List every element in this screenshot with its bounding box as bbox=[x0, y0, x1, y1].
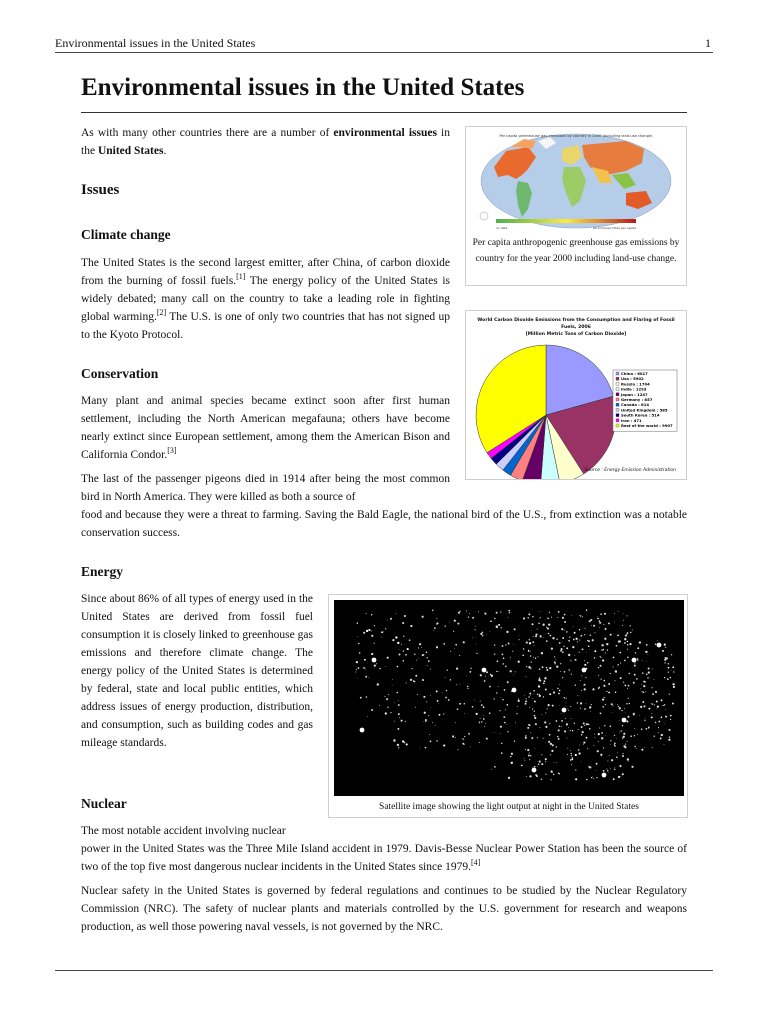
ref-2[interactable]: [2] bbox=[156, 308, 167, 318]
pie-legend-label: South Korea : 514 bbox=[621, 412, 660, 418]
heading-conservation: Conservation bbox=[81, 366, 159, 381]
pie-legend-label: Russia : 1704 bbox=[621, 381, 650, 387]
pie-title: World Carbon Dioxide Emissions from the Consumption and Flaring of Fossil Fuels, 2006 bbox=[477, 318, 675, 330]
figure-co2-pie-chart[interactable] bbox=[465, 310, 687, 480]
pie-legend-swatch bbox=[616, 377, 619, 380]
intro-paragraph: As with many other countries there are a number of environmental issues in the United States. bbox=[81, 127, 450, 157]
pie-legend-label: Iran : 471 bbox=[621, 417, 642, 423]
heading-issues: Issues bbox=[81, 182, 120, 198]
nuclear-paragraph-1a: The most notable accident involving nuclear bbox=[81, 825, 286, 837]
footer-rule bbox=[55, 970, 713, 971]
map-caption: Per capita anthropogenic greenhouse gas emissions by country for the year 2000 including land-use change. bbox=[472, 238, 680, 264]
ref-1[interactable]: [1] bbox=[236, 272, 246, 282]
map-inner-title: Per capita greenhouse gas emissions by country in 2000 (including land-use change) bbox=[499, 134, 653, 138]
pie-legend-label: Canada : 614 bbox=[621, 402, 649, 408]
heading-nuclear: Nuclear bbox=[81, 796, 127, 811]
map-legend-right: 44.9 tonnes CO2e per capita bbox=[592, 226, 636, 230]
pie-legend-swatch bbox=[616, 408, 619, 411]
conservation-paragraph-1: Many plant and animal species became extinct soon after first human settlement, including the North American megafauna; others have become nearly extinct since European settlement, among them the American Bison and California Condor.[3] bbox=[81, 395, 450, 461]
nuclear-paragraph-1b: power in the United States was the Three Mile Island accident in 1979. Davis-Besse Nuclear Power Station has been the source of two of the top five most dangerous nuclear incidents in the United States since 1979.[4] bbox=[81, 843, 687, 873]
running-header bbox=[55, 36, 713, 53]
pie-legend-swatch bbox=[616, 398, 619, 401]
link-environmental-issues[interactable]: environmental issues bbox=[333, 127, 437, 139]
pie-legend-label: United Kingdom : 585 bbox=[621, 407, 668, 413]
heading-energy: Energy bbox=[81, 564, 123, 579]
pie-chart-svg bbox=[466, 311, 686, 479]
pie-source: Source : Energy Emission Administration bbox=[584, 468, 676, 473]
pie-legend-label: China : 6017 bbox=[621, 371, 648, 376]
ref-3[interactable]: [3] bbox=[167, 446, 177, 456]
conservation-paragraph-2b: food and because they were a threat to farming. Saving the Bald Eagle, the national bird of the U.S., from extinction was a notable conservation success. bbox=[81, 509, 687, 539]
conservation-paragraph-2a: The last of the passenger pigeons died in 1914 after being the most common bird in North America. They were killed as both a source of bbox=[81, 473, 450, 503]
pie-legend-swatch bbox=[616, 388, 619, 391]
page-number: 1 bbox=[705, 36, 711, 50]
pie-legend-swatch bbox=[616, 372, 619, 375]
world-map-image bbox=[466, 127, 686, 235]
heading-climate-change: Climate change bbox=[81, 227, 171, 242]
climate-paragraph: The United States is the second largest emitter, after China, of carbon dioxide from the burning of fossil fuels.[1] The energy policy of the United States is widely debated; many call on the country to take a leading role in fighting global warming.[2] The U.S. is one of only two countries that has not signed up to the Kyoto Protocol. bbox=[81, 257, 450, 341]
pie-legend-swatch bbox=[616, 414, 619, 417]
nuclear-paragraph-2: Nuclear safety in the United States is governed by federal regulations and continues to be studied by the Nuclear Regulatory Commission (NRC). The safety of nuclear plants and materials controlled by the U.S. government for research and weapons production, as well those powering naval vessels, is not governed by the NRC. bbox=[81, 885, 687, 933]
pie-legend-label: Usa : 5902 bbox=[621, 376, 644, 382]
map-legend-left: no data bbox=[496, 226, 508, 230]
figure-night-lights[interactable] bbox=[328, 594, 688, 818]
pie-legend-label: Rest of the world : 9907 bbox=[621, 423, 673, 428]
pie-legend-label: India : 1293 bbox=[621, 386, 647, 392]
link-united-states[interactable]: United States bbox=[97, 145, 164, 157]
pie-legend-label: Japan : 1247 bbox=[621, 391, 648, 397]
pie-subtitle: [Million Metric Tons of Carbon Dioxide] bbox=[525, 332, 627, 337]
running-title: Environmental issues in the United States bbox=[55, 36, 256, 50]
ref-4[interactable]: [4] bbox=[470, 858, 481, 868]
pie-legend-swatch bbox=[616, 403, 619, 406]
pie-legend-label: Germany : 857 bbox=[621, 397, 653, 402]
pie-legend-swatch bbox=[616, 424, 619, 427]
page-title: Environmental issues in the United States bbox=[81, 70, 687, 113]
night-caption: Satellite image showing the light output at night in the United States bbox=[379, 802, 639, 812]
energy-paragraph: Since about 86% of all types of energy used in the United States are derived from fossil fuel consumption it is closely linked to greenhouse gas emissions and therefore climate change. The energy policy of the United States is determined by federal, state and local public entities, which address issues of energy production, distribution, and consumption, such as building codes and gas mileage standards. bbox=[81, 593, 313, 749]
night-lights-image bbox=[334, 600, 684, 796]
pie-legend-swatch bbox=[616, 382, 619, 385]
pie-legend-swatch bbox=[616, 393, 619, 396]
figure-emissions-map[interactable] bbox=[465, 126, 687, 286]
pie-legend-swatch bbox=[616, 419, 619, 422]
